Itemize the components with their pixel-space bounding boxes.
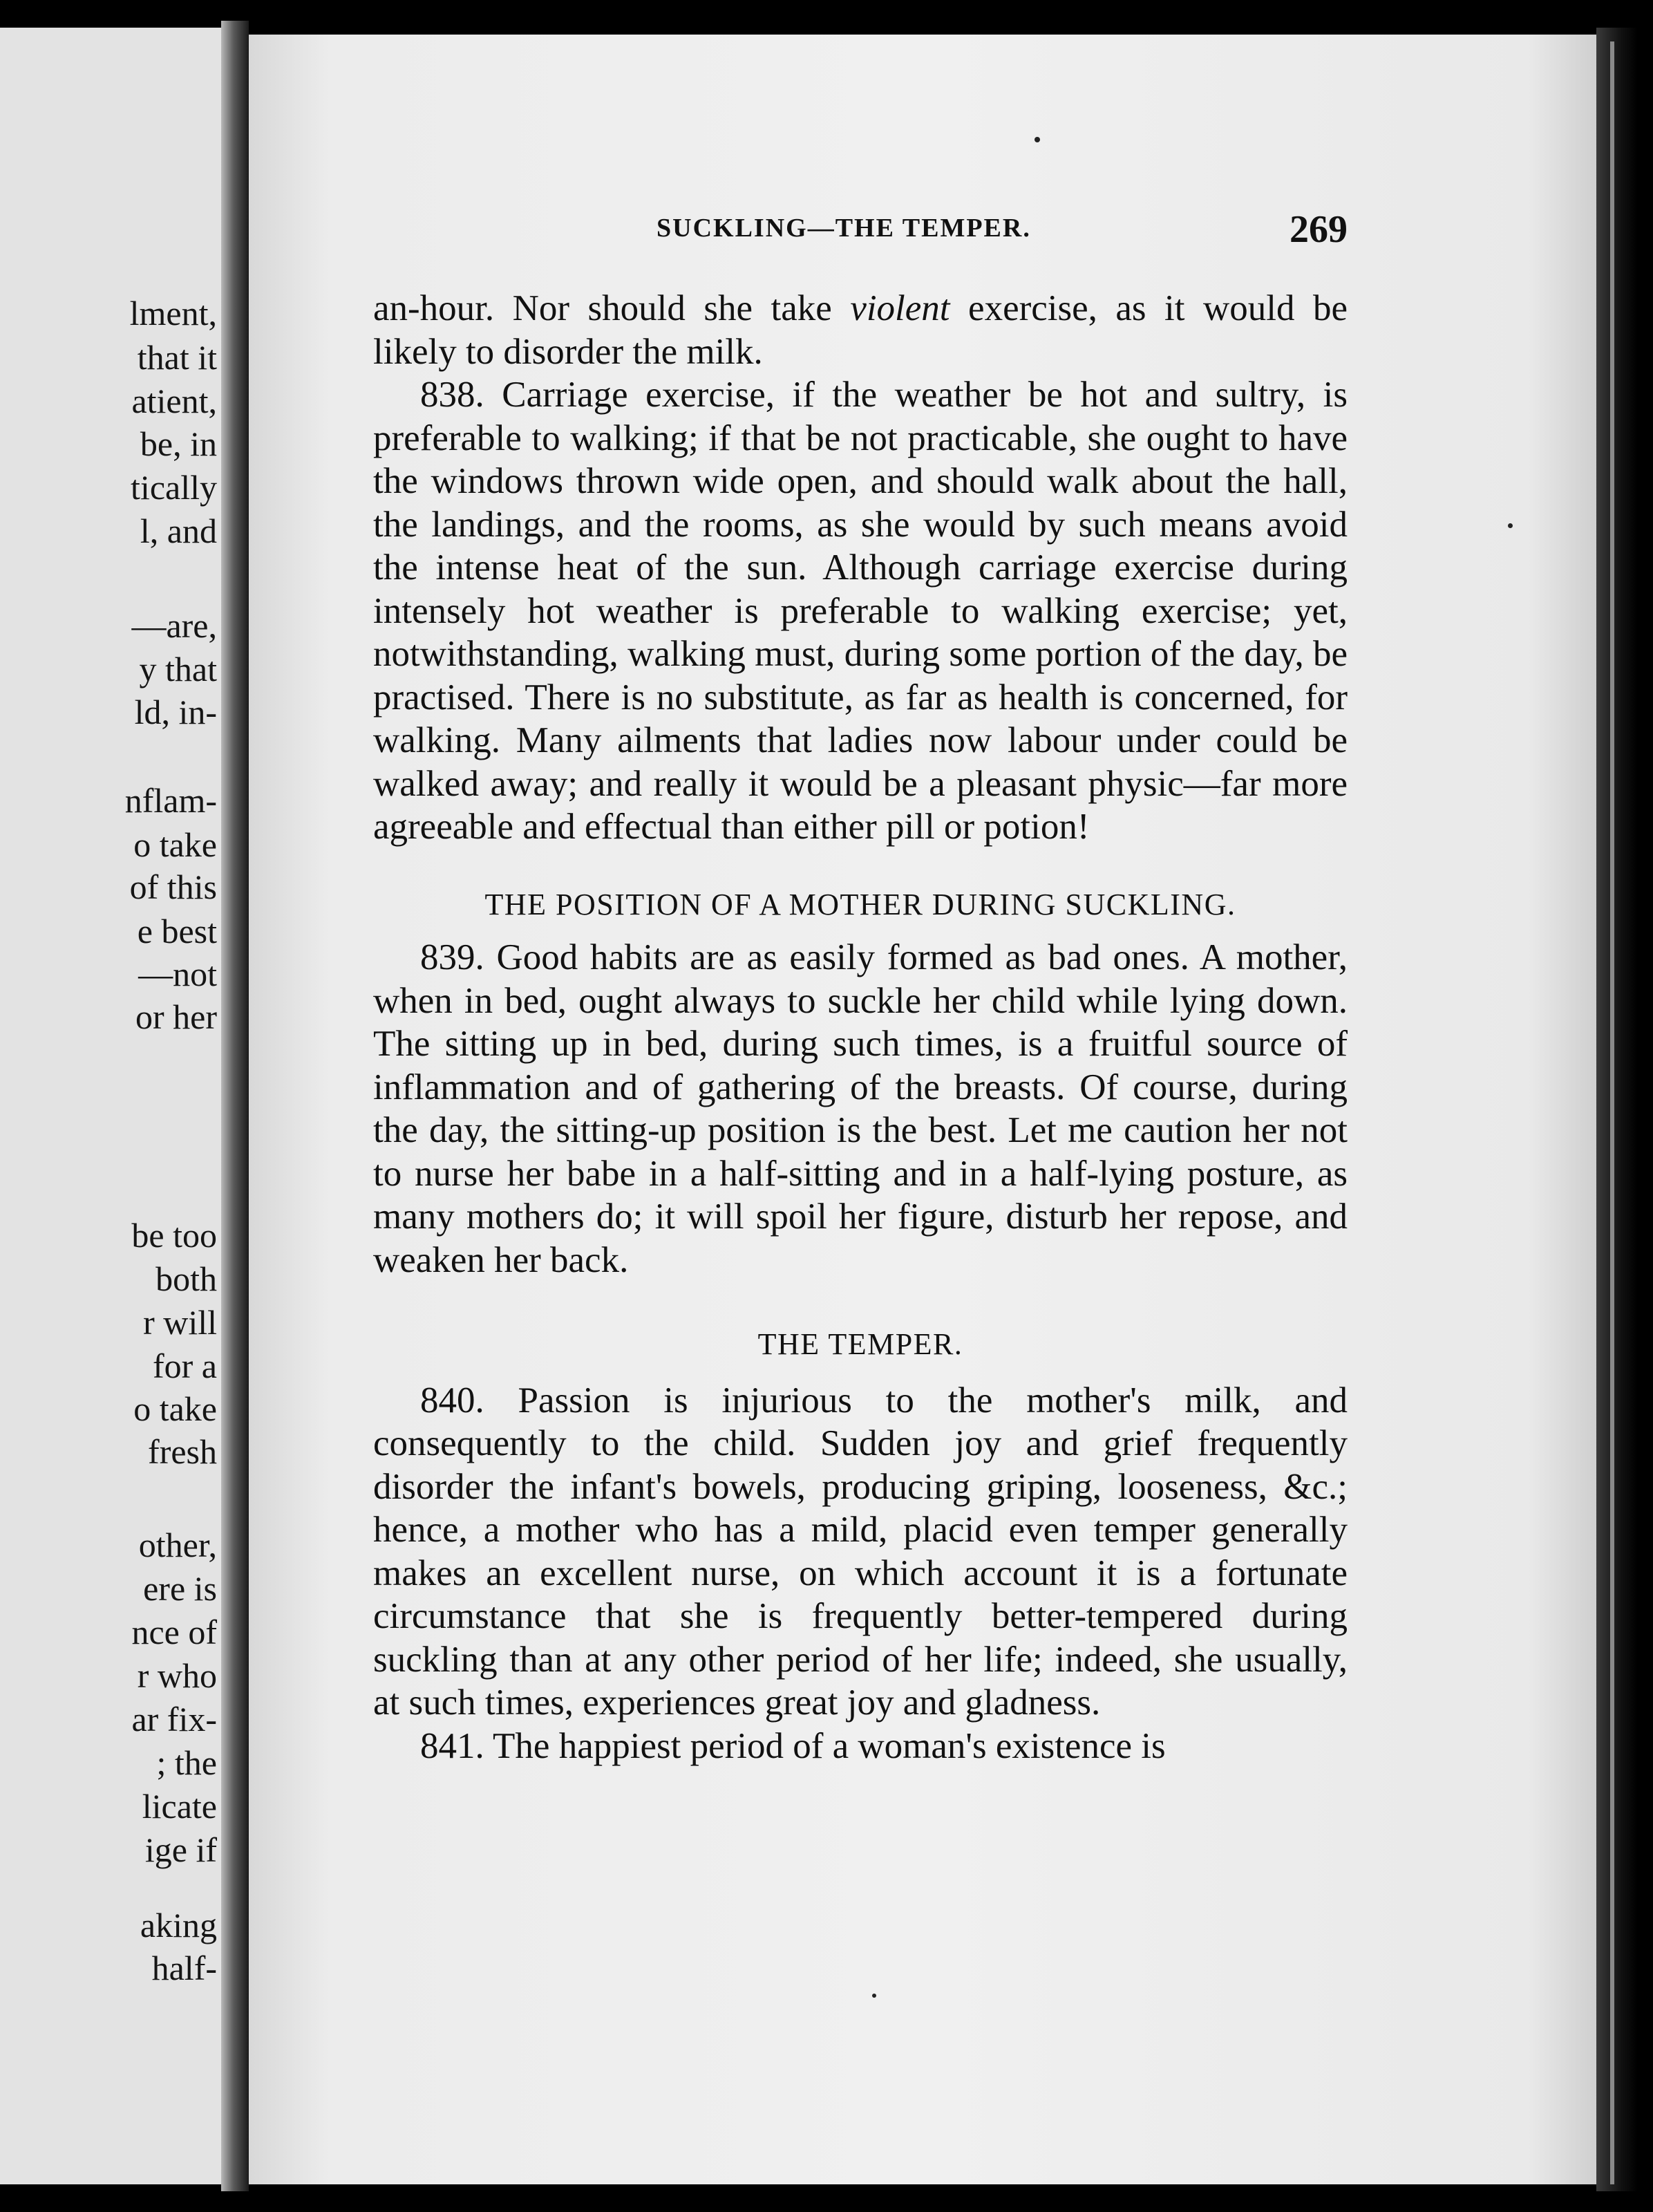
paragraph-839: 839. Good habits are as easily formed as bad ones. A mother, when in bed, ought always to suckle her child while lying down. The sitting up in bed, during such times, is a fruitful source of inflammation and of gathering of the breasts. Of course, during the day, the sitting-up position is the best. Let me caution her not to nurse her babe in a half-sitting and in a half-lying posture, as many mothers do; it will spoil her figure, disturb her repose, and weaken her back. bbox=[373, 937, 1348, 1280]
left-page-line: nflam- bbox=[124, 781, 217, 820]
left-page-line: fresh bbox=[148, 1432, 217, 1471]
italic-emphasis: violent bbox=[850, 288, 950, 328]
left-page-line: r will bbox=[143, 1303, 217, 1342]
paragraph-text: an-hour. Nor should she take bbox=[373, 288, 851, 328]
running-title: SUCKLING—THE TEMPER. bbox=[657, 214, 1031, 243]
left-page-line: be too bbox=[131, 1216, 217, 1255]
page-number: 269 bbox=[1290, 208, 1348, 251]
left-page-line: o take bbox=[133, 825, 217, 864]
left-page-line: lment, bbox=[129, 294, 217, 332]
running-head bbox=[373, 207, 1348, 256]
scan-speck bbox=[1508, 523, 1513, 528]
left-page-line: tically bbox=[131, 468, 217, 507]
left-page-line: atient, bbox=[131, 382, 217, 420]
left-page-line: other, bbox=[138, 1526, 217, 1564]
left-page-line: ige if bbox=[144, 1830, 217, 1869]
left-page-line: ar fix- bbox=[131, 1700, 217, 1738]
left-page-line: —not bbox=[138, 955, 217, 993]
facing-page-left bbox=[0, 28, 221, 2184]
scan-speck bbox=[872, 1994, 876, 1998]
left-page-line: ld, in- bbox=[134, 693, 217, 731]
left-page-line: that it bbox=[137, 338, 217, 377]
left-page-line: —are, bbox=[131, 606, 217, 645]
left-page-line: for a bbox=[153, 1347, 217, 1385]
paragraph-text: exercise, as it would be likely to disorder the milk. bbox=[373, 288, 1348, 372]
page-edge-line bbox=[1610, 41, 1614, 2184]
left-page-line: ere is bbox=[143, 1569, 217, 1608]
left-page-line: aking bbox=[140, 1906, 217, 1944]
left-page-line: of this bbox=[129, 868, 217, 906]
left-page-line: half- bbox=[151, 1949, 217, 1987]
book-gutter bbox=[221, 21, 249, 2191]
left-page-line: r who bbox=[137, 1656, 217, 1695]
left-page-line: licate bbox=[142, 1787, 217, 1826]
left-page-line: be, in bbox=[140, 424, 217, 463]
left-page-line: e best bbox=[137, 912, 217, 950]
paragraph-840: 840. Passion is injurious to the mother's milk, and consequently to the child. Sudden joy and grief frequently disorder the infant's bowels, producing griping, looseness, &c.; hence, a mother who has a mild, placid even temper generally makes an excellent nurse, on which account it is a fortunate circumstance that she is frequently better-tempered during suckling than at any other period of her life; indeed, she usually, at such times, experiences great joy and gladness. bbox=[373, 1380, 1348, 1723]
body-text bbox=[373, 287, 1348, 1768]
left-page-line: o take bbox=[133, 1389, 217, 1428]
paragraph-continuation bbox=[373, 287, 1348, 373]
page-edge-shadow bbox=[1596, 28, 1638, 2191]
left-page-line: or her bbox=[135, 997, 217, 1036]
left-page-line: l, and bbox=[140, 512, 217, 550]
left-page-line: nce of bbox=[131, 1613, 217, 1651]
left-page-line: both bbox=[155, 1259, 217, 1298]
section-heading-temper: THE TEMPER. bbox=[757, 1327, 963, 1361]
paragraph-841: 841. The happiest period of a woman's existence is bbox=[420, 1725, 1166, 1766]
left-page-line: ; the bbox=[156, 1743, 217, 1782]
scan-speck bbox=[1035, 137, 1040, 142]
left-page-line: y that bbox=[139, 650, 217, 688]
section-heading-position: THE POSITION OF A MOTHER DURING SUCKLING. bbox=[484, 887, 1236, 921]
paragraph-838: 838. Carriage exercise, if the weather be hot and sultry, is preferable to walking; if that be not practicable, she ought to have the windows thrown wide open, and should walk about the hall, the landings, and the rooms, as she would by such means avoid the intense heat of the sun. Although carriage exercise during intensely hot weather is preferable to walking exercise; yet, notwithstanding, walking must, during some portion of the day, be practised. There is no substitute, as far as health is concerned, for walking. Many ailments that ladies now labour under could be walked away; and really it would be a pleasant physic—far more agreeable and effectual than either pill or potion! bbox=[373, 375, 1348, 847]
